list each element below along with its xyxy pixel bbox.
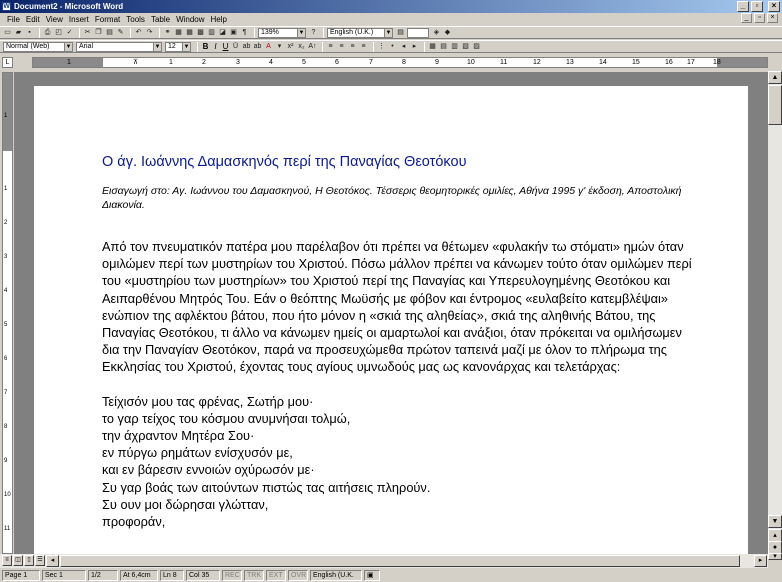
menu-edit[interactable]: Edit <box>25 15 40 24</box>
superscript-icon[interactable]: x² <box>287 43 294 50</box>
chevron-down-icon[interactable]: ▼ <box>298 29 305 36</box>
status-bar <box>0 568 782 582</box>
language-tool-icon[interactable]: ▤ <box>397 29 404 36</box>
verse-line: Συ γαρ βοάς των αιτούντων πιστώς τας αιτήσεις πληρούν. <box>102 479 431 495</box>
vertical-scroll-thumb[interactable] <box>768 85 782 125</box>
document-window-controls <box>741 13 778 23</box>
verse-line: Συ ουν μοι δώρησαι γλώτταν, <box>102 496 269 512</box>
ruler-number: 14 <box>599 59 607 66</box>
verse-line: προφοράν, <box>102 514 166 530</box>
document-intro <box>102 184 692 212</box>
toolbar-separator <box>159 28 160 38</box>
ruler-number: 13 <box>566 59 574 66</box>
columns-icon[interactable]: ▥ <box>208 29 215 36</box>
toolbar-separator <box>39 28 40 38</box>
strikethrough-icon[interactable]: ab <box>242 43 251 50</box>
menu-tools[interactable]: Tools <box>126 15 145 24</box>
toolbar-separator <box>79 28 80 38</box>
language-combo[interactable] <box>327 28 393 38</box>
vruler-number: 9 <box>4 458 8 464</box>
align-left-icon[interactable]: ≡ <box>328 43 333 50</box>
increase-indent-icon[interactable]: ▸ <box>412 43 417 50</box>
new-icon[interactable]: ▭ <box>4 29 11 36</box>
toolbar-separator <box>322 42 323 52</box>
save-icon[interactable]: ▪ <box>28 29 31 36</box>
format-painter-icon[interactable]: ✎ <box>117 29 124 36</box>
maximize-button[interactable]: ▫ <box>751 1 763 12</box>
doc-close-button[interactable]: × <box>767 13 778 23</box>
help-icon[interactable]: ? <box>311 29 316 36</box>
show-hide-icon[interactable]: ¶ <box>242 29 247 36</box>
font-value: Arial <box>79 42 94 50</box>
verse-block <box>102 393 692 531</box>
word-app-icon[interactable]: W <box>3 3 10 10</box>
chevron-down-icon[interactable]: ▼ <box>183 43 190 50</box>
outline-view-icon[interactable]: ☰ <box>35 555 45 566</box>
ruler-right-margin <box>717 58 767 67</box>
toolbar-separator <box>254 28 255 38</box>
status-language: English (U.K. <box>310 570 362 581</box>
vruler-number: 5 <box>4 322 8 328</box>
ruler-number: 17 <box>687 59 695 66</box>
vertical-scrollbar[interactable] <box>768 71 782 560</box>
bullets-icon[interactable]: • <box>391 43 394 50</box>
style-combo[interactable] <box>3 42 73 52</box>
toolbar-separator <box>323 28 324 38</box>
spelling-status-icon[interactable]: ▣ <box>364 570 380 581</box>
menu-bar <box>0 13 782 26</box>
language-value: English (U.K.) <box>330 28 374 36</box>
scroll-down-icon[interactable]: ▼ <box>768 515 782 528</box>
main-paragraph: Από τον πνευματικόν πατέρα μου παρέλαβον ότι πρέπει να θέτωμεν «φυλακήν τω στόματι» ημών όταν ομιλώμεν περί των μυστηρίων του Χριστού. Πόσω μάλλον πρέπει να κάνωμεν τούτο όταν ομιλώμεν περί του «μυστηρίου των μυστηρίων» του Χριστού περί της Παναγίας και Υπερευλογημένης Θεοτόκου και Αειπαρθένου Μητρός Του. Εάν ο θεόπτης Μωϋσής με φόβον και έντρομος «ευλαβείτο κατεμβλέψαι» ενώπιον της αφλέκτου βάτου, που ήτο μόνον η «σκιά της αληθείας», σκιά της αληθινής Βάτου, της Παναγίας Θεοτόκου, τι άλλο να κάνωμεν ημείς οι αμαρτωλοί και ανάξιοι, όταν πρόκειται να ομιλήσωμεν δια την Παναγίαν Θεοτόκον, παρά να προσευχώμεθα πρώτον ταπεινά μαζί με όλον το πλήρωμα της Εκκλησίας του Χριστού, έχοντας τους αγίους υμνωδούς μας ως κανονάρχας και τελετάρχας: <box>102 239 692 375</box>
toolbar-separator <box>373 42 374 52</box>
formatting-toolbar <box>0 40 782 53</box>
ruler-number: 9 <box>435 59 439 66</box>
select-browse-object-icon[interactable]: ● <box>768 541 782 554</box>
document-map-icon[interactable]: ▣ <box>230 29 237 36</box>
chevron-down-icon[interactable]: ▼ <box>385 29 392 36</box>
document-page[interactable] <box>34 86 748 554</box>
horizontal-scroll-thumb[interactable] <box>60 555 740 567</box>
ruler-number: 6 <box>335 59 339 66</box>
tool-a-icon[interactable]: ◈ <box>433 29 440 36</box>
verse-line: το γαρ τείχος του κόσμου ανυμνήσαι τολμώ, <box>102 410 351 426</box>
table-c-icon[interactable]: ▧ <box>462 43 469 50</box>
next-page-icon[interactable]: ▾ <box>768 553 782 560</box>
underline-button[interactable]: U <box>222 42 229 51</box>
subscript-icon[interactable]: x₂ <box>298 43 305 50</box>
insert-table-icon[interactable]: ▦ <box>186 29 193 36</box>
print-icon[interactable]: ⎙ <box>44 29 51 36</box>
zoom-combo[interactable] <box>258 28 306 38</box>
double-strike-icon[interactable]: ab <box>253 43 262 50</box>
align-right-icon[interactable]: ≡ <box>350 43 355 50</box>
ruler-number: 7 <box>369 59 373 66</box>
close-button[interactable]: × <box>768 1 780 12</box>
doc-minimize-button[interactable]: _ <box>741 13 752 23</box>
numbering-icon[interactable]: ⋮ <box>378 43 385 50</box>
insert-excel-icon[interactable]: ▩ <box>197 29 204 36</box>
vruler-number: 1 <box>4 113 8 119</box>
drawing-icon[interactable]: ◪ <box>219 29 226 36</box>
horizontal-scrollbar[interactable] <box>0 554 768 568</box>
verse-line: Τείχισόν μου τας φρένας, Σωτήρ μου· <box>102 393 314 409</box>
ruler-number: 1 <box>169 59 173 66</box>
document-content[interactable] <box>102 154 692 530</box>
window-title: Document2 - Microsoft Word <box>14 2 124 11</box>
status-section: Sec 1 <box>42 570 86 581</box>
verse-line: και εν βάρεσιν εννοιών οχύρωσόν με· <box>102 462 315 478</box>
menu-window[interactable]: Window <box>176 15 205 24</box>
hyperlink-icon[interactable]: ⚭ <box>164 29 171 36</box>
ruler-number: 5 <box>302 59 306 66</box>
grow-font-icon[interactable]: A↑ <box>308 43 317 50</box>
status-rec[interactable]: REC <box>222 570 242 581</box>
doc-restore-button[interactable]: ▫ <box>754 13 765 23</box>
bold-button[interactable]: B <box>202 42 209 51</box>
double-underline-icon[interactable]: Ū <box>232 43 239 50</box>
web-layout-icon[interactable]: ◫ <box>13 555 23 566</box>
vruler-number: 8 <box>4 424 8 430</box>
zoom-value: 139% <box>261 28 279 36</box>
toolbar-separator <box>424 42 425 52</box>
menu-format[interactable]: Format <box>94 15 121 24</box>
document-area <box>14 72 768 554</box>
document-title: Ο άγ. Ιωάννης Δαμασκηνός περί της Παναγίας Θεοτόκου <box>102 154 467 170</box>
status-ovr[interactable]: OVR <box>288 570 308 581</box>
toolbar-separator <box>130 28 131 38</box>
horizontal-ruler[interactable] <box>32 57 768 68</box>
cut-icon[interactable]: ✂ <box>84 29 91 36</box>
intro-text: Αγ. Ιωάννου του Δαμασκηνού, Η Θεοτόκος. Τέσσερις θεομητορικές ομιλίες, Αθήνα 1995 γ' έκδοση, Αποστολική Διακονία. <box>102 185 682 211</box>
chevron-down-icon[interactable]: ▼ <box>154 43 161 50</box>
scroll-right-icon[interactable]: ▸ <box>754 555 767 567</box>
ruler-number: 10 <box>467 59 475 66</box>
menu-help[interactable]: Help <box>210 15 227 24</box>
vruler-number: 4 <box>4 288 8 294</box>
spelling-icon[interactable]: ✓ <box>66 29 73 36</box>
style-value: Normal (Web) <box>6 42 50 50</box>
verse-line: την άχραντον Μητέρα Σου· <box>102 428 255 444</box>
vruler-top-margin <box>3 73 12 151</box>
print-layout-icon[interactable]: ▯ <box>24 555 34 566</box>
tables-borders-icon[interactable]: ▦ <box>175 29 182 36</box>
font-combo[interactable] <box>76 42 162 52</box>
normal-view-icon[interactable]: ≡ <box>2 555 12 566</box>
blank-combo[interactable] <box>407 28 429 38</box>
previous-page-icon[interactable]: ▴ <box>768 529 782 542</box>
print-preview-icon[interactable]: ◰ <box>55 29 62 36</box>
decrease-indent-icon[interactable]: ◂ <box>401 43 406 50</box>
ruler-number: 11 <box>500 59 508 66</box>
status-page: Page 1 <box>2 570 40 581</box>
ruler-number: 16 <box>665 59 673 66</box>
menu-table[interactable]: Table <box>150 15 171 24</box>
intro-prefix: Εισαγωγή στο: <box>102 185 170 197</box>
highlight-icon[interactable]: ▾ <box>277 43 282 50</box>
open-icon[interactable]: ▰ <box>15 29 22 36</box>
table-d-icon[interactable]: ▨ <box>473 43 480 50</box>
status-at: At 6,4cm <box>120 570 158 581</box>
align-center-icon[interactable]: ≡ <box>339 43 344 50</box>
vruler-number: 2 <box>4 220 8 226</box>
ruler-row <box>0 54 782 71</box>
ruler-number: 2 <box>202 59 206 66</box>
borders-icon[interactable]: ▦ <box>429 43 436 50</box>
minimize-button[interactable]: _ <box>737 1 749 12</box>
status-column: Col 35 <box>186 570 220 581</box>
vruler-number: 11 <box>4 526 11 532</box>
vruler-number: 3 <box>4 254 8 260</box>
status-trk[interactable]: TRK <box>244 570 264 581</box>
undo-icon[interactable]: ↶ <box>135 29 142 36</box>
menu-file[interactable]: File <box>7 15 20 24</box>
font-size-combo[interactable] <box>165 42 191 52</box>
font-size-value: 12 <box>168 42 176 50</box>
tool-b-icon[interactable]: ◆ <box>444 29 451 36</box>
title-bar <box>0 0 782 13</box>
font-color-icon[interactable]: A <box>266 43 271 50</box>
indent-marker-icon[interactable]: ⊼ <box>133 59 139 66</box>
status-pages: 1/2 <box>88 570 118 581</box>
view-buttons <box>2 555 45 566</box>
status-ext[interactable]: EXT <box>266 570 286 581</box>
justify-icon[interactable]: ≡ <box>361 43 366 50</box>
menu-insert[interactable]: Insert <box>68 15 89 24</box>
vruler-number: 10 <box>4 492 11 498</box>
scroll-up-icon[interactable]: ▲ <box>768 71 782 84</box>
table-a-icon[interactable]: ▤ <box>440 43 447 50</box>
window-controls <box>737 1 780 12</box>
status-line: Ln 8 <box>160 570 184 581</box>
tab-selector-icon[interactable]: L <box>2 57 13 68</box>
menu-view[interactable]: View <box>45 15 63 24</box>
paste-icon[interactable]: ▤ <box>106 29 113 36</box>
ruler-number: 1 <box>67 59 71 66</box>
redo-icon[interactable]: ↷ <box>146 29 153 36</box>
ruler-number: 8 <box>402 59 406 66</box>
verse-line: εν πύργω ρημάτων ενίσχυσόν με, <box>102 445 293 461</box>
vruler-number: 1 <box>4 186 8 192</box>
standard-toolbar <box>0 26 782 39</box>
vruler-number: 7 <box>4 390 8 396</box>
ruler-number: 15 <box>632 59 640 66</box>
ruler-number: 3 <box>236 59 240 66</box>
scroll-left-icon[interactable]: ◂ <box>46 555 59 567</box>
italic-button[interactable]: I <box>214 42 217 51</box>
vertical-ruler[interactable] <box>2 72 13 554</box>
ruler-number: 18 <box>713 59 721 66</box>
copy-icon[interactable]: ❐ <box>95 29 102 36</box>
toolbar-separator <box>197 42 198 52</box>
chevron-down-icon[interactable]: ▼ <box>65 43 72 50</box>
vruler-number: 6 <box>4 356 8 362</box>
ruler-number: 12 <box>533 59 541 66</box>
ruler-number: 4 <box>269 59 273 66</box>
table-b-icon[interactable]: ▥ <box>451 43 458 50</box>
